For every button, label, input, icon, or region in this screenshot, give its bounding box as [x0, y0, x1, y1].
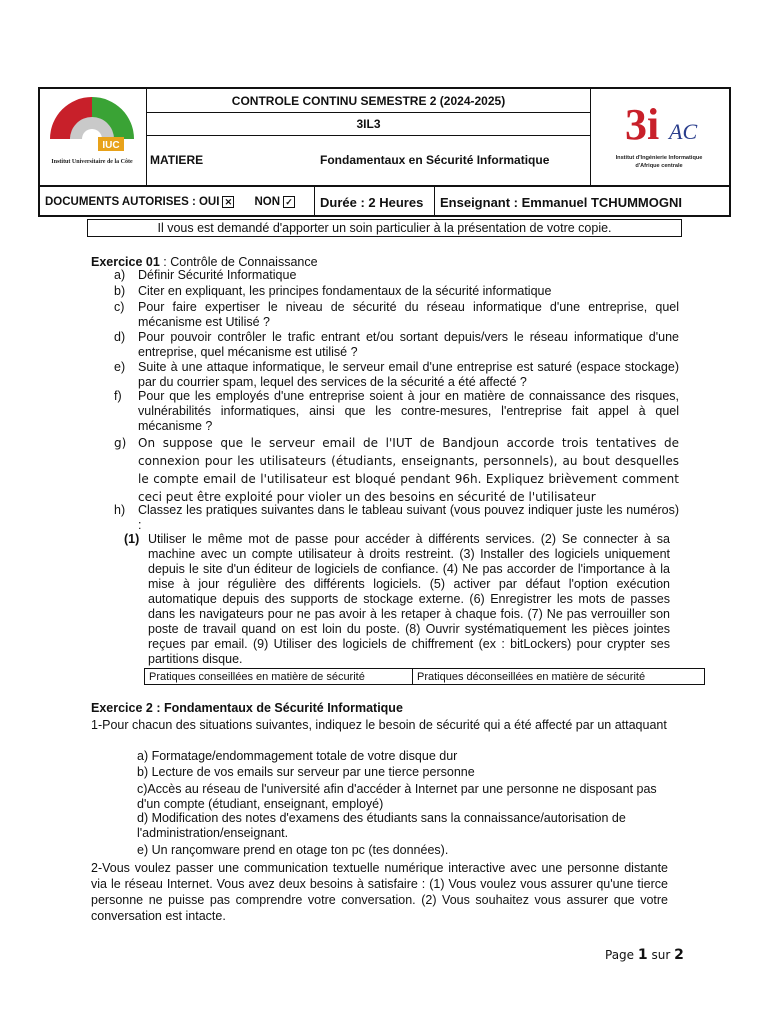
documents-authorized — [40, 187, 315, 217]
svg-text:d'Afrique centrale: d'Afrique centrale — [635, 163, 683, 169]
checkbox-checked-icon: ✓ — [283, 196, 295, 208]
practices-table — [144, 668, 705, 685]
list-item — [114, 434, 679, 506]
exam-info-row — [40, 185, 729, 217]
svg-text:AC: AC — [669, 119, 698, 144]
exercise2-title: Exercice 2 : Fondamentaux de Sécurité Informatique — [91, 701, 403, 715]
teacher: Enseignant : Emmanuel TCHUMMOGNI — [440, 194, 682, 210]
item-label: h) — [114, 503, 126, 517]
list-item — [114, 330, 679, 360]
item-text: Citer en expliquant, les principes fondamentaux de la sécurité informatique — [138, 284, 552, 298]
table-header-recommended: Pratiques conseillées en matière de sécurité — [145, 669, 413, 684]
exercise1-heading — [91, 255, 318, 269]
item-text: Définir Sécurité Informatique — [138, 268, 297, 282]
docs-no-label: NON — [254, 196, 280, 208]
item-label: c) — [114, 300, 125, 314]
practices-list — [124, 532, 670, 667]
list-item — [114, 268, 679, 283]
item-text: On suppose que le serveur email de l'IUT de Bandjoun accorde trois tentatives de connexion pour les utilisateurs (étudiants, enseignants, personnels), au bout desquelles le compte email de l'utilisateur est bloqué pendant 96h. Expliquez brièvement comment ceci peut être exploité pour violer un des besoins en sécurité de l'utilisateur — [138, 436, 679, 504]
list-item — [114, 284, 679, 299]
class-code: 3IL3 — [146, 112, 591, 136]
item-text: Pour faire expertiser le niveau de sécurité du réseau informatique d'une entreprise, quel mécanisme est Utilisé ? — [138, 300, 679, 329]
3iac-logo — [590, 89, 729, 185]
list-item: e) Un rançomware prend en otage ton pc (tes données). — [137, 843, 449, 857]
iuc-logo — [40, 89, 147, 185]
table-header-discouraged: Pratiques déconseillées en matière de sécurité — [417, 670, 646, 683]
item-label: b) — [114, 284, 126, 298]
iuc-logo-text: IUC — [102, 140, 120, 151]
duration: Durée : 2 Heures — [315, 187, 435, 217]
practices-text: Utiliser le même mot de passe pour accéder à différents services. (2) Se connecter à sa machine avec un compte utilisateur à droits restreint. (3) Installer des logiciels uniquement depuis le site d'un éditeur de logiciels de confiance. (4) Ne pas accorder de l'importance à la mise à jour régulière des différents logiciels. (5) activer par défaut l'option exécution automatique depuis des supports de stockage externe. (6) Enregistrer les mots de passes dans les navigateurs pour ne pas avoir à les retaper à chaque fois. (7) Ne pas verrouiller son poste de travail quand on est loin du poste. (8) Ouvrir systématiquement les pièces jointes reçues par email. (9) Utiliser des logiciels de chiffrement (ex : bitLockers) pour crypter ses partitions disque. — [148, 532, 670, 666]
exam-header — [38, 87, 731, 217]
list-item — [114, 360, 679, 390]
item-text: Classez les pratiques suivantes dans le tableau suivant (vous pouvez indiquer juste les numéros) : — [138, 503, 679, 532]
subject-row — [146, 135, 591, 186]
list-item — [114, 389, 679, 434]
exam-title: CONTROLE CONTINU SEMESTRE 2 (2024-2025) — [146, 89, 591, 113]
exercise1-title: Exercice 01 — [91, 255, 160, 269]
page-footer — [605, 947, 684, 963]
exercise2-question2 — [91, 860, 668, 924]
iuc-logo-caption: Institut Universitaire de la Côte — [51, 159, 133, 165]
item-label: e) — [114, 360, 126, 374]
exercise1-subtitle: : Contrôle de Connaissance — [159, 255, 318, 269]
item-label: g) — [114, 436, 127, 450]
subject-label: MATIERE — [150, 153, 204, 167]
list-item: d) Modification des notes d'examens des étudiants sans la connaissance/autorisation de l'administration/enseignant. — [137, 811, 626, 840]
question2-text: 2-Vous voulez passer une communication textuelle numérique interactive avec une personne distante via le réseau Internet. Vous avez deux besoins à satisfaire : (1) Vous voulez vous assurer qu'une tierce personne ne puisse pas comprendre votre conversation. (2) Vous souhaitez vous assurer que votre conversation est intacte. — [91, 861, 668, 923]
item-label: f) — [114, 389, 122, 403]
list-item — [114, 503, 679, 533]
page-word: Page — [605, 948, 635, 962]
item-label: a) — [114, 268, 126, 282]
practices-num: (1) — [124, 532, 140, 546]
svg-text:Institut d'Ingénierie Informat: Institut d'Ingénierie Informatique — [615, 155, 703, 161]
checkbox-crossed-icon: ✕ — [222, 196, 234, 208]
item-text: Pour que les employés d'une entreprise soient à jour en matière de connaissance des risques, vulnérabilités informatiques, ainsi que les contre-mesures, l'entreprise fait appel à quel mécanisme ? — [138, 389, 679, 433]
item-label: d) — [114, 330, 126, 344]
page-total: 2 — [674, 947, 684, 963]
item-text: Suite à une attaque informatique, le serveur email d'une entreprise est saturé (espace stockage) par du courrier spam, lequel des services de la sécurité a été affecté ? — [138, 360, 679, 389]
list-item: a) Formatage/endommagement totale de votre disque dur — [137, 749, 458, 763]
list-item — [114, 300, 679, 330]
subject-value: Fondamentaux en Sécurité Informatique — [320, 153, 550, 167]
presentation-notice: Il vous est demandé d'apporter un soin particulier à la présentation de votre copie. — [87, 219, 682, 237]
item-text: Pour pouvoir contrôler le trafic entrant et/ou sortant depuis/vers le réseau informatique d'une entreprise, quel mécanisme est utilisé ? — [138, 330, 679, 359]
3iac-logo-text: 3i — [625, 100, 660, 149]
page-number: 1 — [637, 947, 648, 963]
list-item: c)Accès au réseau de l'université afin d'accéder à Internet par une personne ne disposant pas d'un compte (étudiant, enseignant, employé) — [137, 782, 657, 811]
sur-word: sur — [651, 948, 671, 962]
list-item: b) Lecture de vos emails sur serveur par une tierce personne — [137, 765, 475, 779]
exercise2-question1: 1-Pour chacun des situations suivantes, indiquez le besoin de sécurité qui a été affecté par un attaquant — [91, 718, 667, 732]
docs-label: DOCUMENTS AUTORISES : OUI — [45, 196, 220, 208]
